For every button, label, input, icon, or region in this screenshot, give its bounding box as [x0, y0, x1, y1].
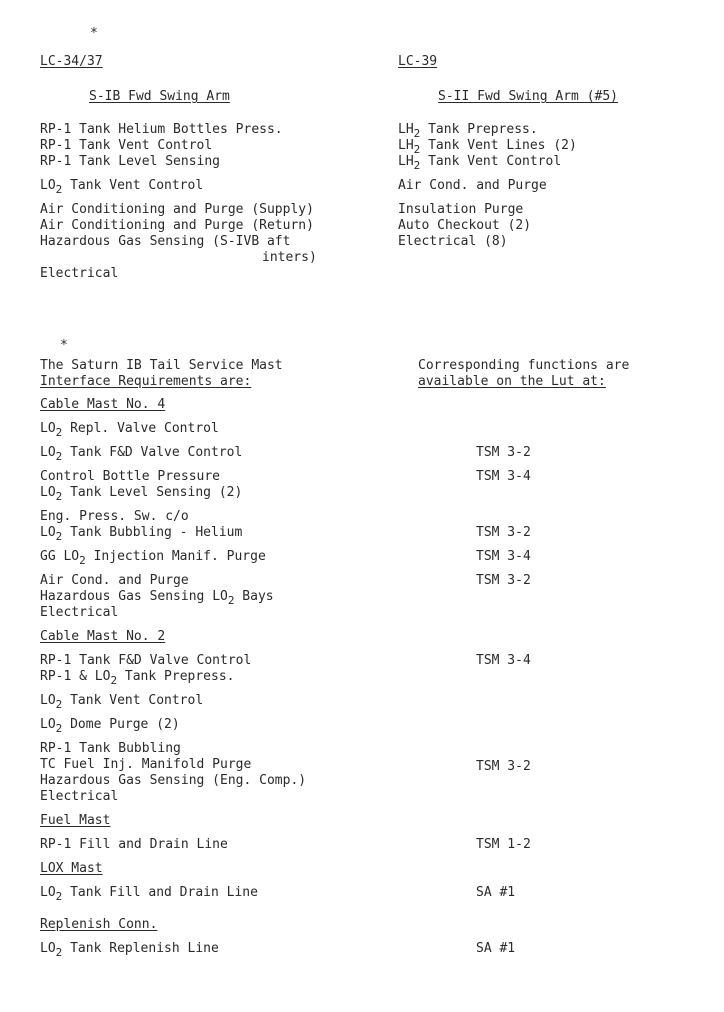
mast-row-item: RP-1 Tank F&D Valve Control	[40, 653, 252, 668]
mast-intro-line2: Interface Requirements are:	[40, 374, 252, 389]
cable-mast-2-title: Cable Mast No. 2	[40, 629, 166, 644]
left-item-continuation: inters)	[262, 250, 317, 265]
right-item: Auto Checkout (2)	[398, 218, 532, 233]
mast-row-item: Electrical	[40, 789, 119, 804]
left-heading: S-IB Fwd Swing Arm	[89, 89, 230, 104]
mast-asterisk: *	[60, 338, 68, 353]
mast-row-item: $LO_2$ Tank Bubbling - Helium	[40, 525, 243, 543]
mast-row-ref: TSM 1-2	[476, 837, 531, 852]
mast-row-ref: TSM 3-4	[476, 469, 531, 484]
mast-row-item: RP-1 Tank Bubbling	[40, 741, 181, 756]
right-item: Insulation Purge	[398, 202, 524, 217]
mast-row-item: $LO_2$ Tank F&D Valve Control	[40, 445, 243, 463]
right-site-label: LC-39	[398, 54, 438, 69]
left-item: RP-1 Tank Vent Control	[40, 138, 213, 153]
mast-row-item: TC Fuel Inj. Manifold Purge	[40, 757, 252, 772]
lut-intro-line2: available on the Lut at:	[418, 374, 606, 389]
left-item: Air Conditioning and Purge (Supply)	[40, 202, 314, 217]
top-asterisk: *	[90, 26, 98, 41]
mast-intro-line1: The Saturn IB Tail Service Mast	[40, 358, 283, 373]
mast-row-item: Control Bottle Pressure	[40, 469, 221, 484]
mast-row-item: GG $LO_2$ Injection Manif. Purge	[40, 549, 266, 567]
mast-row-ref: TSM 3-2	[476, 573, 531, 588]
replenish-conn-title: Replenish Conn.	[40, 917, 158, 932]
mast-row-item: RP-1 Fill and Drain Line	[40, 837, 228, 852]
mast-row-item: $LO_2$ Repl. Valve Control	[40, 421, 219, 439]
fuel-mast-title: Fuel Mast	[40, 813, 111, 828]
mast-row-item: $LO_2$ Dome Purge (2)	[40, 717, 180, 735]
right-item: Air Cond. and Purge	[398, 178, 547, 193]
mast-row-ref: SA #1	[476, 941, 516, 956]
mast-row-item: Eng. Press. Sw. c/o	[40, 509, 189, 524]
right-item: $LH_2$ Tank Vent Control	[398, 154, 562, 172]
mast-row-ref: TSM 3-2	[476, 759, 531, 774]
left-item: Hazardous Gas Sensing (S-IVB aft	[40, 234, 291, 249]
mast-row-ref: TSM 3-2	[476, 445, 531, 460]
left-item: RP-1 Tank Level Sensing	[40, 154, 221, 169]
mast-row-ref: TSM 3-4	[476, 549, 531, 564]
left-site-label: LC-34/37	[40, 54, 103, 69]
right-heading: S-II Fwd Swing Arm (#5)	[438, 89, 619, 104]
mast-row-item: $LO_2$ Tank Vent Control	[40, 693, 204, 711]
cable-mast-4-title: Cable Mast No. 4	[40, 397, 166, 412]
right-item: $LH_2$ Tank Vent Lines (2)	[398, 138, 577, 156]
mast-row-ref: TSM 3-4	[476, 653, 531, 668]
mast-row-item: Air Cond. and Purge	[40, 573, 189, 588]
lox-mast-title: LOX Mast	[40, 861, 103, 876]
lut-intro-line1: Corresponding functions are	[418, 358, 630, 373]
mast-row-item: Hazardous Gas Sensing $LO_2$ Bays	[40, 589, 274, 607]
left-item: Air Conditioning and Purge (Return)	[40, 218, 314, 233]
mast-row-item: $LO_2$ Tank Level Sensing (2)	[40, 485, 243, 503]
mast-row-item: $LO_2$ Tank Replenish Line	[40, 941, 219, 959]
right-item: Electrical (8)	[398, 234, 508, 249]
left-item: RP-1 Tank Helium Bottles Press.	[40, 122, 283, 137]
mast-row-ref: SA #1	[476, 885, 516, 900]
mast-row-item: $LO_2$ Tank Fill and Drain Line	[40, 885, 258, 903]
mast-row-item: RP-1 & $LO_2$ Tank Prepress.	[40, 669, 235, 687]
right-item: $LH_2$ Tank Prepress.	[398, 122, 538, 140]
left-item: Electrical	[40, 266, 119, 281]
mast-row-item: Electrical	[40, 605, 119, 620]
left-item: $LO_2$ Tank Vent Control	[40, 178, 204, 196]
mast-row-ref: TSM 3-2	[476, 525, 531, 540]
mast-row-item: Hazardous Gas Sensing (Eng. Comp.)	[40, 773, 307, 788]
